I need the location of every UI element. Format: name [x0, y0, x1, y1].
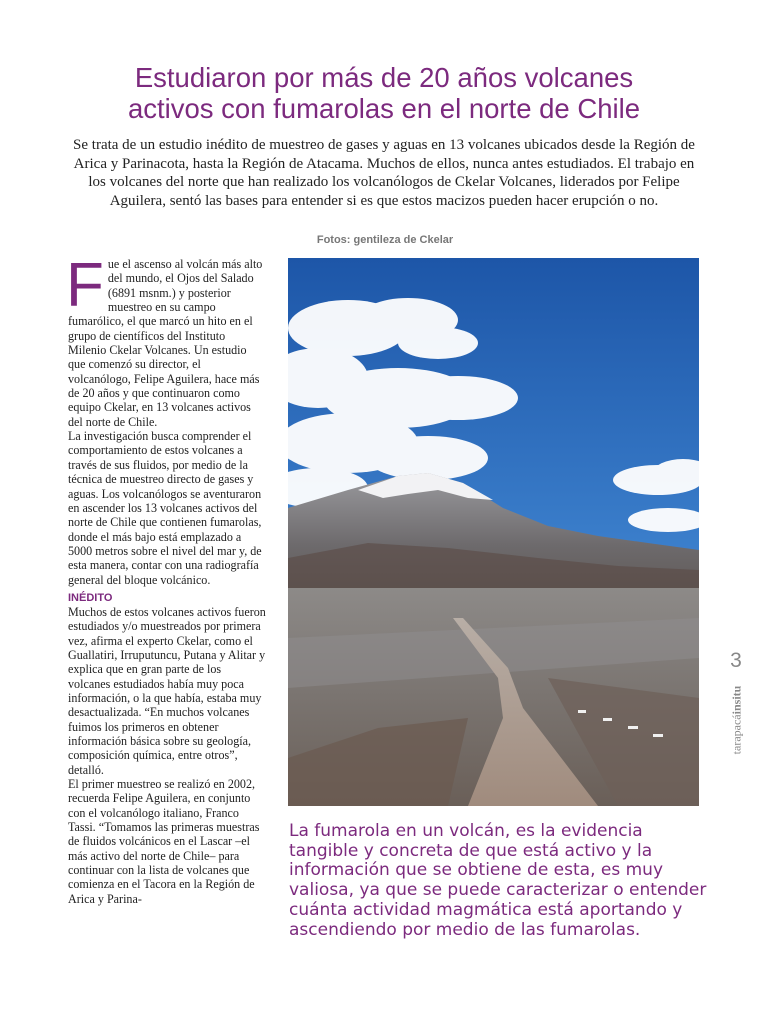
volcano-photo — [288, 258, 699, 806]
page-number: 3 — [730, 649, 742, 672]
volcano-illustration — [288, 258, 699, 806]
brand-logo — [730, 686, 745, 755]
pull-quote: La fumarola en un volcán, es la evidencia tangible y concreta de que está activo y la información que se obtiene de esta, es muy valiosa, ya que se puede caracterizar o entender cuánta actividad magmática está aportando y ascendiendo por medio de las fumarolas. — [289, 821, 707, 940]
photo-credit: Fotos: gentileza de Ckelar — [316, 234, 454, 246]
paragraph-1-text: ue el ascenso al volcán más alto del mundo, el Ojos del Salado (6891 msnm.) y posterior muestreo en su campo fumarólico, el que marcó un hito en el grupo de científicos del Instituto Milenio Ckelar Volcanes. Un estudio que comenzó su director, el volcanólogo, Felipe Aguilera, hace más de 20 años y que continuaron como equipo Ckelar, en 13 volcanes activos del norte de Chile. — [68, 257, 263, 429]
title-line-2: activos con fumarolas en el norte de Chile — [127, 93, 641, 124]
body-column — [66, 251, 266, 906]
brand-bold: insitu — [729, 685, 744, 715]
paragraph-4: El primer muestreo se realizó en 2002, recuerda Felipe Aguilera, en conjunto con el volcanólogo italiano, Franco Tassi. “Tomamos las primeras muestras de fluidos volcánicos en el Lascar –el más activo del norte de Chile– para continuar con la lista de volcanes que comienza en el Tacora en la Región de Arica y Parina- — [68, 777, 260, 906]
paragraph-3: Muchos de estos volcanes activos fueron estudiados y/o muestreados por primera vez, afirma el experto Ckelar, como el Guallatiri, Irruputuncu, Putana y Alitar y explica que en gran parte de los volcanes estudiados había muy poca información, o la que había, estaba muy desactualizada. “En muchos volcanes fuimos los primeros en obtener información básica sobre su geología, composición química, entre otros”, detalló. — [68, 604, 266, 777]
article-title — [60, 62, 708, 124]
section-subhead: INÉDITO — [68, 591, 113, 604]
title-line-1: Estudiaron por más de 20 años volcanes — [134, 62, 634, 93]
paragraph-2: La investigación busca comprender el comportamiento de estos volcanes a través de sus fluidos, por medio de la técnica de muestreo directo de gases y aguas. Los volcanólogos se aventuraron en ascender los 13 volcanes activos del norte de Chile que contienen fumarolas, donde el más bajo está emplazado a 5000 metros sobre el nivel del mar y, de esta manera, contar con una radiografía general del bloque volcánico. — [68, 429, 262, 587]
paragraph-1 — [66, 251, 266, 429]
lead-paragraph: Se trata de un estudio inédito de muestreo de gases y aguas en 13 volcanes ubicados desde la Región de Arica y Parinacota, hasta la Región de Atacama. Muchos de ellos, nunca antes estudiados. El trabajo en los volcanes del norte que han realizado los volcanólogos de Ckelar Volcanes, liderados por Felipe Aguilera, sentó las bases para entender si es que estos macizos pueden hacer erupción o no. — [73, 137, 695, 209]
drop-cap: F — [66, 251, 104, 320]
brand-regular: tarapacá — [729, 714, 744, 755]
